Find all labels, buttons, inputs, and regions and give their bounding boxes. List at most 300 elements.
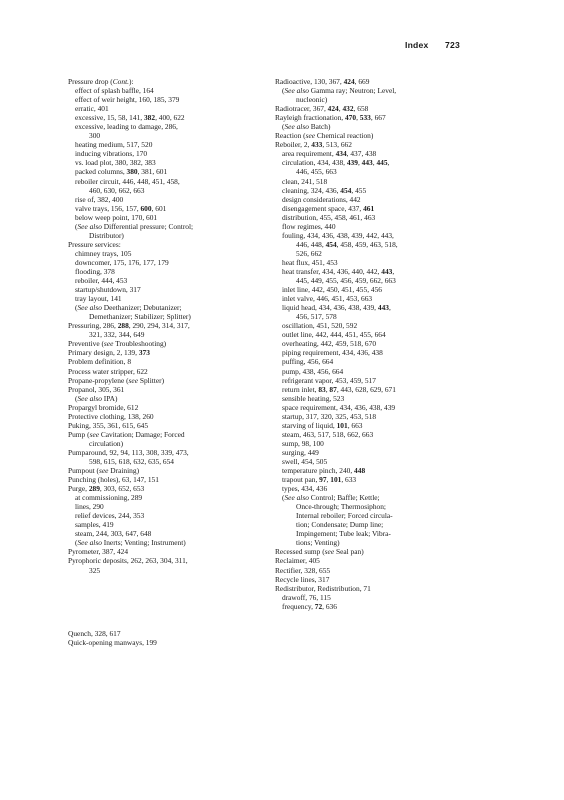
- index-entry: [68, 484, 268, 493]
- index-entry-text: 83: [318, 384, 326, 394]
- index-entry: [68, 466, 268, 475]
- index-entry-text: Redistributor, Redistribution, 71: [275, 583, 371, 593]
- index-entry-text: piping requirement, 434, 436, 438: [282, 348, 383, 358]
- index-entry: [275, 394, 480, 403]
- index-entry-text: See also: [77, 538, 102, 548]
- index-entry-text: ,: [356, 113, 360, 123]
- index-entry-text: 101: [330, 475, 342, 485]
- index-entry-text: ,: [388, 303, 391, 313]
- index-entry-text: space requirement, 434, 436, 438, 439: [282, 402, 396, 412]
- index-entry: [275, 113, 480, 122]
- index-entry: [275, 204, 480, 213]
- index-entry-text: flow regimes, 440: [282, 221, 336, 231]
- index-entry-text: see: [89, 429, 99, 439]
- index-entry-text: 72: [314, 601, 323, 611]
- index-entry-text: Quick-opening manways, 199: [68, 637, 157, 647]
- index-entry-text: Chemical reaction): [315, 131, 374, 141]
- index-entry-text: Problem definition, 8: [68, 357, 132, 367]
- index-entry: [275, 593, 480, 602]
- index-entry: [68, 339, 268, 348]
- index-entry-text: 434: [335, 149, 347, 159]
- index-entry: [68, 213, 268, 222]
- index-entry: [68, 457, 268, 466]
- index-entry-text: Cavitation; Damage; Forced: [99, 429, 185, 439]
- index-entry: [275, 556, 480, 565]
- index-entry: [275, 240, 480, 249]
- index-entry-text: disengagement space, 437,: [282, 203, 364, 213]
- index-entry: [68, 231, 268, 240]
- index-entry: [275, 158, 480, 167]
- index-entry-text: Once-through; Thermosiphon;: [296, 502, 386, 512]
- index-entry-text: tions; Venting): [296, 538, 340, 548]
- index-entry-text: (: [75, 303, 78, 313]
- index-entry-text: design considerations, 442: [282, 194, 361, 204]
- index-entry-text: Demethanizer; Stabilizer; Splitter): [89, 312, 191, 322]
- index-entry-text: , 669: [354, 77, 370, 86]
- index-entry-text: downcomer, 175, 176, 177, 179: [75, 257, 169, 267]
- index-entry-text: flooding, 378: [75, 266, 115, 276]
- index-entry: [68, 385, 268, 394]
- index-entry-text: clean, 241, 518: [282, 176, 328, 186]
- index-entry-text: See also: [284, 86, 309, 96]
- index-entry-text: Differential pressure; Control;: [101, 221, 194, 231]
- index-entry-text: , 458, 459, 463, 518,: [336, 239, 398, 249]
- index-entry-text: see: [324, 547, 335, 557]
- index-entry: [275, 602, 480, 611]
- index-entry: [68, 538, 268, 547]
- index-entry-text: sensible heating, 523: [282, 393, 345, 403]
- index-entry-text: Radioactive, 130, 367,: [275, 77, 344, 86]
- index-entry: [275, 412, 480, 421]
- index-entry: [275, 122, 480, 131]
- index-entry-text: drawoff, 76, 115: [282, 592, 331, 602]
- index-entry-text: (: [75, 221, 78, 231]
- index-entry-text: inlet line, 442, 450, 451, 455, 456: [282, 285, 382, 295]
- index-entry: [275, 502, 480, 511]
- index-entry: [68, 167, 268, 176]
- index-entry-text: valve trays, 156, 157,: [75, 203, 141, 213]
- index-entry: [68, 104, 268, 113]
- index-entry: [68, 140, 268, 149]
- index-entry: [275, 466, 480, 475]
- index-entry-text: , 381, 601: [137, 167, 168, 177]
- index-entry-text: reboiler, 444, 453: [75, 276, 128, 286]
- index-entry: [68, 357, 268, 366]
- index-entry-text: frequency,: [282, 601, 315, 611]
- index-entry: [275, 475, 480, 484]
- index-entry: [68, 86, 268, 95]
- index-entry-text: see: [99, 466, 109, 476]
- index-entry-text: starving of liquid,: [282, 420, 337, 430]
- index-entry-text: Punching (holes), 63, 147, 151: [68, 475, 159, 485]
- index-entry: [68, 177, 268, 186]
- index-entry-text: pump, 438, 456, 664: [282, 366, 344, 376]
- index-entry-text: tray layout, 141: [75, 294, 122, 304]
- index-entry: [275, 584, 480, 593]
- index-entry-text: Propanol, 305, 361: [68, 384, 125, 394]
- index-entry-text: IPA): [101, 393, 118, 403]
- index-entry-text: heat transfer, 434, 436, 440, 442,: [282, 266, 382, 276]
- index-entry-text: see: [128, 375, 138, 385]
- index-entry-text: Draining): [108, 466, 140, 476]
- index-entry-text: See also: [77, 221, 102, 231]
- index-entry: [275, 529, 480, 538]
- index-entry-text: , 455: [351, 185, 367, 195]
- index-entry: [275, 439, 480, 448]
- index-entry-text: See also: [284, 122, 309, 132]
- index-entry: [68, 502, 268, 511]
- index-entry-text: Puking, 355, 361, 615, 645: [68, 420, 149, 430]
- index-entry-text: lines, 290: [75, 502, 104, 512]
- index-entry-text: relief devices, 244, 353: [75, 511, 145, 521]
- index-entry-text: Primary design, 2, 139,: [68, 348, 139, 358]
- index-entry: [275, 348, 480, 357]
- index-entry: [275, 95, 480, 104]
- index-entry-text: Recessed sump (: [275, 547, 325, 557]
- index-entry: [68, 122, 268, 131]
- index-entry-text: Inerts; Venting; Instrument): [101, 538, 186, 548]
- index-entry: [68, 195, 268, 204]
- index-entry-text: effect of splash baffle, 164: [75, 86, 154, 96]
- index-entry: [275, 186, 480, 195]
- index-entry: [68, 267, 268, 276]
- index-entry-text: Troubleshooting): [113, 339, 167, 349]
- index-entry-text: 454: [325, 239, 337, 249]
- index-entry-text: chimney trays, 105: [75, 248, 132, 258]
- index-entry-text: , 658: [353, 104, 369, 114]
- index-entry: [68, 258, 268, 267]
- index-entry-text: 424: [343, 77, 355, 86]
- index-entry: [275, 249, 480, 258]
- index-entry: [275, 339, 480, 348]
- index-entry: [275, 312, 480, 321]
- index-entry: [68, 394, 268, 403]
- index-entry: [275, 131, 480, 140]
- index-entry: [68, 412, 268, 421]
- index-entry-text: Impingement; Tube leak; Vibra-: [296, 529, 391, 539]
- index-entry: [275, 330, 480, 339]
- index-entry-text: excessive, 15, 58, 141,: [75, 113, 144, 123]
- index-entry-text: (: [75, 538, 78, 548]
- index-entry: [275, 566, 480, 575]
- index-entry-text: See also: [77, 303, 102, 313]
- index-entry-text: , 667: [370, 113, 386, 123]
- index-entry-text: erratic, 401: [75, 104, 109, 114]
- index-entry-text: Preventive (: [68, 339, 104, 349]
- running-header: [405, 40, 460, 50]
- index-entry-text: ,: [325, 384, 330, 394]
- index-entry-text: steam, 244, 303, 647, 648: [75, 529, 152, 539]
- index-entry-text: samples, 419: [75, 520, 114, 530]
- index-entry: [68, 529, 268, 538]
- index-entry-text: 454: [340, 185, 352, 195]
- index-entry: [275, 575, 480, 584]
- index-entry-text: effect of weir height, 160, 185, 379: [75, 95, 180, 105]
- index-entry-text: rise of, 382, 400: [75, 194, 124, 204]
- index-entry: [275, 195, 480, 204]
- index-entry-text: Batch): [308, 122, 331, 132]
- index-entry-text: 321, 332, 344, 649: [89, 330, 145, 340]
- index-entry-text: below weep point, 170, 601: [75, 212, 158, 222]
- index-entry-text: 382: [143, 113, 156, 123]
- index-entry: [68, 367, 268, 376]
- index-entry-text: return inlet,: [282, 384, 319, 394]
- index-entry-text: surging, 449: [282, 447, 319, 457]
- index-entry: [68, 511, 268, 520]
- index-entry: [275, 357, 480, 366]
- index-entry-text: cleaning, 324, 436,: [282, 185, 341, 195]
- index-entry-text: oscillation, 451, 520, 592: [282, 321, 358, 331]
- index-entry-text: ,: [338, 104, 343, 114]
- index-entry: [275, 493, 480, 502]
- index-entry-text: fouling, 434, 436, 438, 439, 442, 443,: [282, 230, 394, 240]
- index-entry-text: , 636: [322, 601, 337, 611]
- index-entry: [275, 149, 480, 158]
- index-entry: [275, 303, 480, 312]
- index-entry-text: (: [282, 493, 285, 503]
- index-entry-text: 461: [363, 203, 375, 213]
- page-number: 723: [445, 40, 460, 50]
- index-entry: [68, 158, 268, 167]
- index-entry: [275, 520, 480, 529]
- index-entry: [275, 511, 480, 520]
- index-entry-text: Cont.: [112, 77, 129, 86]
- index-entry-text: packed columns,: [75, 167, 127, 177]
- index-entry: [68, 348, 268, 357]
- index-entry: [68, 131, 268, 140]
- index-entry-text: Pressure drop (: [68, 77, 113, 86]
- index-entry-text: , 663: [347, 420, 363, 430]
- index-entry: [275, 276, 480, 285]
- index-entry: [68, 249, 268, 258]
- index-entry: [275, 285, 480, 294]
- index-entry-text: Quench, 328, 617: [68, 628, 121, 638]
- index-entry-text: sump, 98, 100: [282, 438, 324, 448]
- index-entry-text: 443: [377, 303, 389, 313]
- index-entry: [68, 547, 268, 556]
- index-entry-text: 325: [89, 565, 101, 575]
- index-entry-text: ,: [387, 158, 390, 168]
- index-entry: [68, 448, 268, 457]
- index-entry-text: ):: [128, 77, 134, 86]
- index-entry: [275, 403, 480, 412]
- index-entry-text: Internal reboiler; Forced circula-: [296, 511, 393, 521]
- index-entry: [68, 439, 268, 448]
- index-entry-text: Control; Baffle; Kettle;: [308, 493, 380, 503]
- index-entry-text: circulation, 434, 438,: [282, 158, 347, 168]
- index-entry-text: reboiler circuit, 446, 448, 451, 458,: [75, 176, 180, 186]
- index-entry: [275, 140, 480, 149]
- index-entry-text: Distributor): [89, 230, 124, 240]
- index-entry-text: Rectifier, 328, 655: [275, 565, 331, 575]
- index-entry: [68, 285, 268, 294]
- index-entry-text: Pressure services:: [68, 239, 121, 249]
- index-entry-text: vs. load plot, 380, 382, 383: [75, 158, 156, 168]
- index-entry-text: 445, 449, 455, 456, 459, 662, 663: [296, 276, 396, 286]
- index-entry-text: (: [282, 86, 285, 96]
- index-entry-text: Recycle lines, 317: [275, 574, 330, 584]
- index-entry-text: trapout pan,: [282, 475, 320, 485]
- index-entry-text: See also: [284, 493, 309, 503]
- index-entry-text: overheating, 442, 459, 518, 670: [282, 339, 377, 349]
- index-entry-text: startup/shutdown, 317: [75, 285, 141, 295]
- index-entry: [68, 303, 268, 312]
- index-entry: [68, 330, 268, 339]
- index-entry: [275, 484, 480, 493]
- index-entry-text: see: [103, 339, 114, 349]
- index-entry-text: 446, 455, 663: [296, 167, 337, 177]
- index-entry: [275, 538, 480, 547]
- index-entry: [68, 430, 268, 439]
- index-entry-text: distribution, 455, 458, 461, 463: [282, 212, 376, 222]
- index-entry-text: Process water stripper, 622: [68, 366, 148, 376]
- index-entry: [68, 556, 268, 565]
- index-entry-text: Gamma ray; Neutron; Level,: [308, 86, 397, 96]
- index-entry-text: 456, 517, 578: [296, 312, 337, 322]
- index-entry-text: outlet line, 442, 444, 451, 455, 664: [282, 330, 386, 340]
- index-entry: [275, 213, 480, 222]
- index-entry-text: Pumparound, 92, 94, 113, 308, 339, 473,: [68, 447, 189, 457]
- index-entry-text: 289: [88, 484, 100, 494]
- index-entry: [275, 77, 480, 86]
- index-entry: [275, 547, 480, 556]
- index-entry: [68, 520, 268, 529]
- index-entry: [68, 186, 268, 195]
- index-entry-text: , 633: [341, 475, 357, 485]
- index-entry-text: Pyrometer, 387, 424: [68, 547, 129, 557]
- index-entry: [275, 385, 480, 394]
- index-entry-text: area requirement,: [282, 149, 336, 159]
- index-entry-text: liquid head, 434, 436, 438, 439,: [282, 303, 378, 313]
- index-entry-text: 97: [319, 475, 327, 485]
- index-entry-text: See also: [77, 393, 102, 403]
- index-entry: [68, 276, 268, 285]
- index-entry: [68, 403, 268, 412]
- index-entry-text: 288: [117, 321, 129, 331]
- index-entry-text: circulation): [89, 438, 124, 448]
- index-entry-text: , 303, 652, 653: [99, 484, 145, 494]
- index-entry: [275, 448, 480, 457]
- index-entry-text: 446, 448,: [296, 239, 326, 249]
- index-entry: [275, 104, 480, 113]
- index-entry-text: 439: [346, 158, 358, 168]
- index-entry-text: Splitter): [137, 375, 165, 385]
- index-entry: [275, 321, 480, 330]
- index-entry: [275, 376, 480, 385]
- index-entry-text: 87: [329, 384, 337, 394]
- index-entry-text: Reaction (: [275, 131, 306, 141]
- index-entry-text: , 601: [151, 203, 167, 213]
- index-entry-text: Propane-propylene (: [68, 375, 129, 385]
- index-column-left: [68, 77, 268, 647]
- index-entry: [275, 222, 480, 231]
- index-entry: [68, 312, 268, 321]
- index-entry-text: (: [282, 122, 285, 132]
- index-entry-text: heating medium, 517, 520: [75, 140, 153, 150]
- index-entry: [68, 95, 268, 104]
- index-entry: [68, 321, 268, 330]
- index-entry: [68, 240, 268, 249]
- index-entry-text: Pressuring, 286,: [68, 321, 118, 331]
- index-entry-text: at commissioning, 289: [75, 493, 143, 503]
- index-entry-text: inducing vibrations, 170: [75, 149, 148, 159]
- index-entry-text: excessive, leading to damage, 286,: [75, 122, 178, 132]
- index-entry-text: heat flux, 451, 453: [282, 257, 338, 267]
- index-entry: [68, 376, 268, 385]
- index-entry-text: 600: [140, 203, 152, 213]
- index-entry-text: Reboiler, 2,: [275, 140, 312, 150]
- index-entry-text: inlet valve, 446, 451, 453, 663: [282, 294, 373, 304]
- index-entry: [275, 167, 480, 176]
- index-entry-text: tion; Condensate; Dump line;: [296, 520, 384, 530]
- index-entry-text: , 513, 662: [322, 140, 352, 150]
- index-entry: [68, 77, 268, 86]
- index-entry: [68, 421, 268, 430]
- index-entry: [275, 367, 480, 376]
- index-entry-text: 470: [344, 113, 357, 123]
- index-entry-text: 460, 630, 662, 663: [89, 185, 145, 195]
- index-entry: [68, 566, 268, 575]
- index-entry-text: Pump (: [68, 429, 90, 439]
- index-entry: [275, 177, 480, 186]
- index-entry: [68, 204, 268, 213]
- index-entry-text: Radiotracer, 367,: [275, 104, 328, 114]
- index-entry: [275, 231, 480, 240]
- index-entry-text: 433: [311, 140, 323, 150]
- index-entry: [275, 294, 480, 303]
- index-entry-text: see: [305, 131, 316, 141]
- index-entry-text: refrigerant vapor, 453, 459, 517: [282, 375, 376, 385]
- index-entry: [68, 294, 268, 303]
- index-entry-text: (: [75, 393, 78, 403]
- index-entry-text: 526, 662: [296, 248, 322, 258]
- index-column-right: [275, 77, 480, 611]
- index-entry: [68, 638, 268, 647]
- index-entry-text: Pumpout (: [68, 466, 100, 476]
- index-entry-text: swell, 454, 505: [282, 456, 328, 466]
- section-title: Index: [405, 40, 429, 50]
- index-entry-text: 448: [354, 466, 366, 476]
- index-entry-text: 101: [336, 420, 348, 430]
- index-entry: [275, 86, 480, 95]
- index-entry-text: Seal pan): [334, 547, 364, 557]
- index-entry-text: temperature pinch, 240,: [282, 466, 355, 476]
- index-entry-text: Purge,: [68, 484, 89, 494]
- index-entry-text: , 437, 438: [346, 149, 377, 159]
- index-entry-text: Pyrophoric deposits, 262, 263, 304, 311,: [68, 556, 188, 566]
- index-entry: [68, 629, 268, 638]
- index-entry-text: puffing, 456, 664: [282, 357, 334, 367]
- index-entry-text: ,: [357, 158, 362, 168]
- index-entry-text: nucleonic): [296, 95, 328, 105]
- index-entry-text: 300: [89, 131, 101, 141]
- index-entry-text: Protective clothing, 138, 260: [68, 411, 154, 421]
- index-entry-text: Reclaimer, 405: [275, 556, 320, 566]
- index-entry-text: 443: [381, 266, 393, 276]
- index-entry-text: Deethanizer; Debutanizer;: [101, 303, 182, 313]
- index-entry: [275, 421, 480, 430]
- index-entry-text: 373: [138, 348, 150, 358]
- index-entry: [275, 430, 480, 439]
- index-entry: [68, 475, 268, 484]
- index-entry: [68, 222, 268, 231]
- index-entry-text: Propargyl bromide, 612: [68, 402, 139, 412]
- index-entry-text: 445: [376, 158, 388, 168]
- index-entry: [275, 457, 480, 466]
- index-entry-text: startup, 317, 320, 325, 453, 518: [282, 411, 377, 421]
- index-entry-text: , 443, 628, 629, 671: [336, 384, 396, 394]
- index-entry-text: types, 434, 436: [282, 484, 328, 494]
